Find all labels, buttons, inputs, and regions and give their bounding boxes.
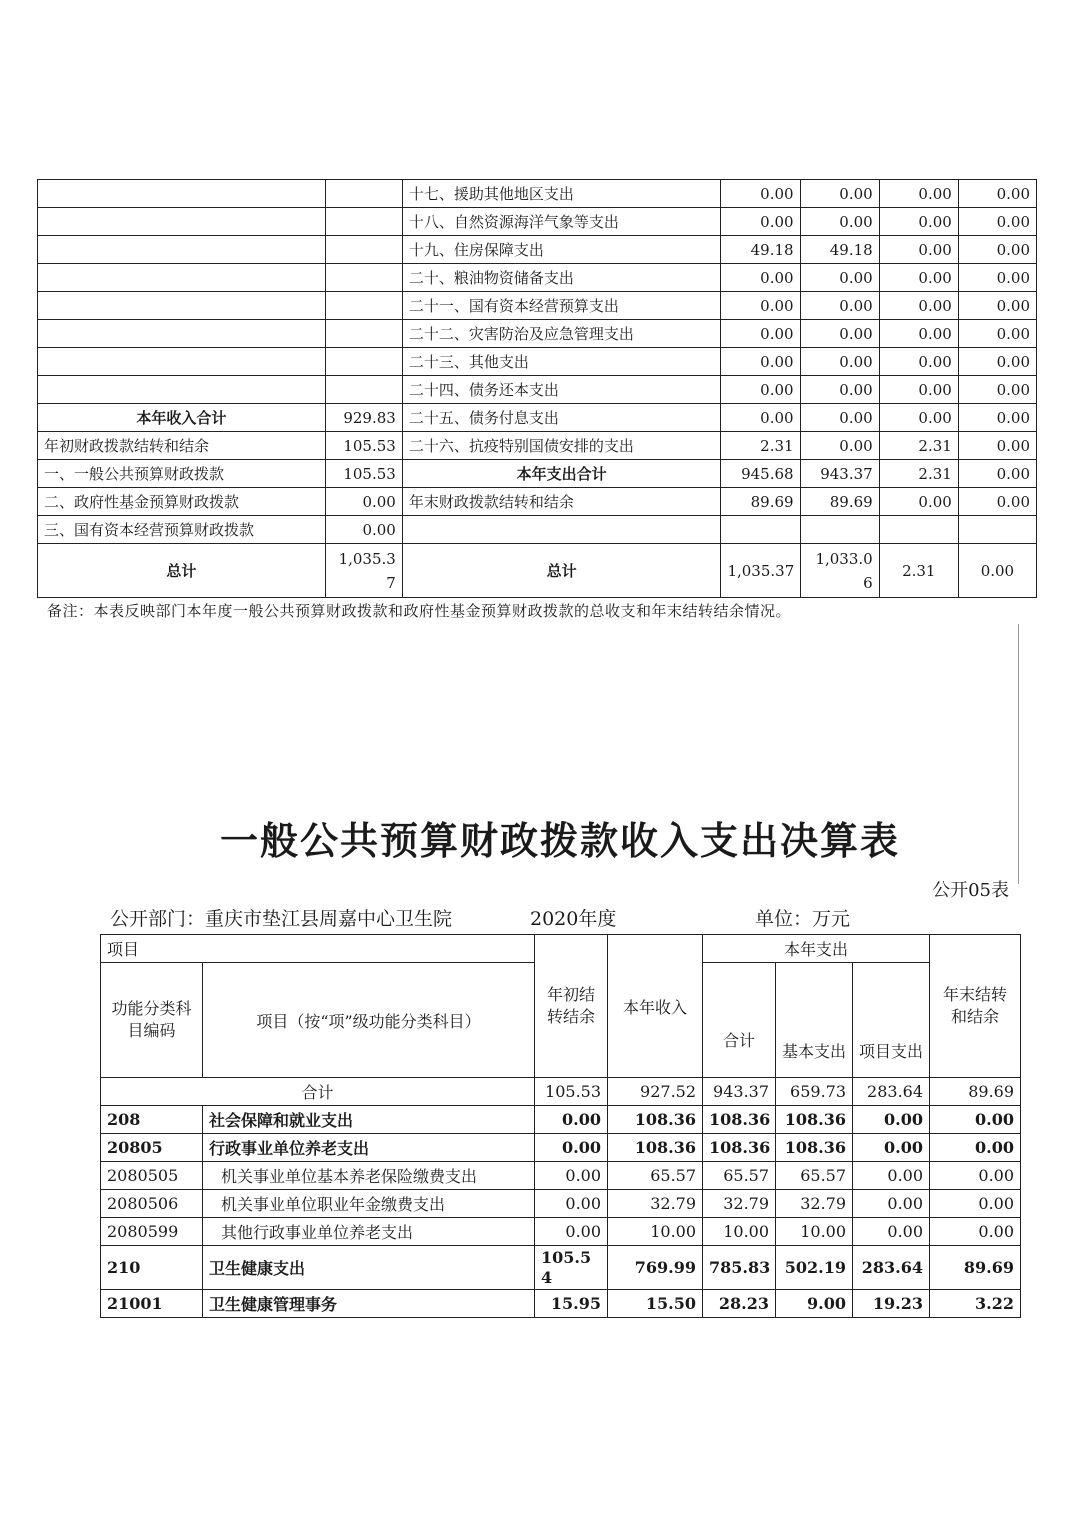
- income-item: 总计: [38, 544, 326, 598]
- expense-value: 0.00: [958, 180, 1036, 208]
- expense-value: 1,035.37: [721, 544, 800, 598]
- expense-value: 2.31: [721, 432, 800, 460]
- header-basic: 基本支出: [776, 963, 853, 1078]
- income-value: [325, 320, 402, 348]
- expense-value: 0.00: [800, 320, 879, 348]
- expense-value: 0.00: [958, 264, 1036, 292]
- sum-value: 659.73: [776, 1078, 853, 1106]
- subject-value: 502.19: [776, 1246, 853, 1290]
- expense-value: 89.69: [800, 488, 879, 516]
- table-row: [38, 488, 1037, 516]
- expense-item: 二十三、其他支出: [402, 348, 721, 376]
- subject-value: 0.00: [535, 1162, 608, 1190]
- subject-code: 20805: [101, 1134, 203, 1162]
- expense-value: 0.00: [879, 180, 958, 208]
- income-value: [325, 348, 402, 376]
- table-row: [101, 1290, 1021, 1318]
- expense-value: 89.69: [721, 488, 800, 516]
- expense-value: [879, 516, 958, 544]
- header-total: 合计: [703, 963, 776, 1078]
- subject-value: 3.22: [930, 1290, 1021, 1318]
- subject-name: 卫生健康管理事务: [203, 1290, 535, 1318]
- expense-item: 二十一、国有资本经营预算支出: [402, 292, 721, 320]
- table-row: [38, 376, 1037, 404]
- subject-name: 机关事业单位基本养老保险缴费支出: [203, 1162, 535, 1190]
- table-row: [101, 1162, 1021, 1190]
- subject-code: 2080599: [101, 1218, 203, 1246]
- expense-value: 0.00: [879, 208, 958, 236]
- sum-value: 283.64: [853, 1078, 930, 1106]
- income-item: 三、国有资本经营预算财政拨款: [38, 516, 326, 544]
- expense-value: 0.00: [800, 432, 879, 460]
- expense-value: 943.37: [800, 460, 879, 488]
- year-label: 2020年度: [530, 908, 617, 930]
- subject-name: 其他行政事业单位养老支出: [203, 1218, 535, 1246]
- expense-value: 0.00: [879, 488, 958, 516]
- expense-value: 0.00: [879, 264, 958, 292]
- expense-value: 0.00: [721, 292, 800, 320]
- table-code: 公开05表: [932, 880, 1009, 901]
- subject-value: 283.64: [853, 1246, 930, 1290]
- table-row: [101, 1106, 1021, 1134]
- expense-value: 49.18: [800, 236, 879, 264]
- income-item: 年初财政拨款结转和结余: [38, 432, 326, 460]
- expense-value: 0.00: [958, 320, 1036, 348]
- subject-value: 10.00: [776, 1218, 853, 1246]
- expense-value: [721, 516, 800, 544]
- expense-value: 0.00: [800, 404, 879, 432]
- expense-value: 0.00: [800, 376, 879, 404]
- table-row: [38, 236, 1037, 264]
- table-row: [101, 1134, 1021, 1162]
- income-value: 105.53: [325, 460, 402, 488]
- table-row: [38, 180, 1037, 208]
- subject-value: 65.57: [608, 1162, 703, 1190]
- income-value: 0.00: [325, 488, 402, 516]
- table-row: [38, 348, 1037, 376]
- table-row: [38, 544, 1037, 598]
- sum-value: 89.69: [930, 1078, 1021, 1106]
- expense-value: 0.00: [958, 432, 1036, 460]
- expense-item: [402, 516, 721, 544]
- expense-value: 49.18: [721, 236, 800, 264]
- subject-code: 21001: [101, 1290, 203, 1318]
- sum-value: 943.37: [703, 1078, 776, 1106]
- subject-value: 32.79: [776, 1190, 853, 1218]
- subject-code: 210: [101, 1246, 203, 1290]
- table-row: [38, 460, 1037, 488]
- subject-value: 0.00: [535, 1106, 608, 1134]
- expense-item: 十九、住房保障支出: [402, 236, 721, 264]
- table-row: [101, 1218, 1021, 1246]
- header-name: 项目（按“项”级功能分类科目）: [203, 963, 535, 1078]
- subject-value: 0.00: [535, 1190, 608, 1218]
- expense-value: 0.00: [721, 208, 800, 236]
- expense-item: 本年支出合计: [402, 460, 721, 488]
- unit-label: 单位：万元: [755, 908, 851, 930]
- subject-value: 0.00: [853, 1190, 930, 1218]
- subject-value: 108.36: [703, 1106, 776, 1134]
- subject-name: 卫生健康支出: [203, 1246, 535, 1290]
- expense-value: 2.31: [879, 460, 958, 488]
- subject-value: 769.99: [608, 1246, 703, 1290]
- income-item: [38, 292, 326, 320]
- subject-code: 2080505: [101, 1162, 203, 1190]
- subject-value: 0.00: [853, 1218, 930, 1246]
- sum-value: 927.52: [608, 1078, 703, 1106]
- department-label: 公开部门：重庆市垫江县周嘉中心卫生院: [110, 908, 453, 930]
- expense-value: 0.00: [721, 180, 800, 208]
- subject-value: 10.00: [608, 1218, 703, 1246]
- subject-value: 0.00: [930, 1134, 1021, 1162]
- expense-item: 二十五、债务付息支出: [402, 404, 721, 432]
- subject-value: 108.36: [776, 1134, 853, 1162]
- income-item: [38, 348, 326, 376]
- subject-value: 0.00: [535, 1134, 608, 1162]
- income-value: [325, 180, 402, 208]
- subject-value: 0.00: [930, 1190, 1021, 1218]
- expense-value: 0.00: [958, 292, 1036, 320]
- expense-value: 0.00: [879, 404, 958, 432]
- income-item: [38, 208, 326, 236]
- table-row: [38, 264, 1037, 292]
- subject-value: 10.00: [703, 1218, 776, 1246]
- subject-value: 785.83: [703, 1246, 776, 1290]
- header-code: 功能分类科目编码: [101, 963, 203, 1078]
- subject-value: 32.79: [703, 1190, 776, 1218]
- subject-value: 0.00: [853, 1106, 930, 1134]
- subject-value: 32.79: [608, 1190, 703, 1218]
- expense-value: 0.00: [721, 348, 800, 376]
- expense-value: 0.00: [721, 376, 800, 404]
- expense-value: 0.00: [879, 376, 958, 404]
- expense-value: 0.00: [958, 208, 1036, 236]
- income-value: [325, 208, 402, 236]
- income-value: [325, 236, 402, 264]
- table-note: 备注：本表反映部门本年度一般公共预算财政拨款和政府性基金预算财政拨款的总收支和年末结转结余情况。: [47, 602, 792, 620]
- expense-value: 0.00: [800, 208, 879, 236]
- income-value: 0.00: [325, 516, 402, 544]
- subject-value: 9.00: [776, 1290, 853, 1318]
- expense-value: 0.00: [800, 180, 879, 208]
- table-row: [101, 1246, 1021, 1290]
- header-item: 项目: [101, 935, 535, 963]
- budget-expenditure-table: [100, 934, 1021, 1318]
- subject-value: 105.54: [535, 1246, 608, 1290]
- table-row-sum: [101, 1078, 1021, 1106]
- subject-value: 108.36: [703, 1134, 776, 1162]
- sum-label: 合计: [101, 1078, 535, 1106]
- subject-name: 社会保障和就业支出: [203, 1106, 535, 1134]
- expense-item: 二十六、抗疫特别国债安排的支出: [402, 432, 721, 460]
- expense-value: 945.68: [721, 460, 800, 488]
- header-income: 本年收入: [608, 935, 703, 1078]
- table-row: [38, 432, 1037, 460]
- subject-name: 机关事业单位职业年金缴费支出: [203, 1190, 535, 1218]
- expense-item: 二十、粮油物资储备支出: [402, 264, 721, 292]
- subject-value: 0.00: [930, 1162, 1021, 1190]
- expense-value: 0.00: [958, 460, 1036, 488]
- income-value: 1,035.37: [325, 544, 402, 598]
- expense-value: 2.31: [879, 432, 958, 460]
- expense-value: 0.00: [721, 404, 800, 432]
- income-item: [38, 320, 326, 348]
- subject-value: 108.36: [608, 1106, 703, 1134]
- expense-value: 0.00: [958, 348, 1036, 376]
- subject-value: 108.36: [776, 1106, 853, 1134]
- subject-value: 28.23: [703, 1290, 776, 1318]
- header-begin: 年初结转结余: [535, 935, 608, 1078]
- income-item: [38, 264, 326, 292]
- expense-value: [958, 516, 1036, 544]
- expense-value: 2.31: [879, 544, 958, 598]
- table-row: [38, 320, 1037, 348]
- subject-value: 65.57: [703, 1162, 776, 1190]
- subject-value: 0.00: [535, 1218, 608, 1246]
- expense-item: 十八、自然资源海洋气象等支出: [402, 208, 721, 236]
- expense-value: 0.00: [800, 292, 879, 320]
- table-row: [38, 404, 1037, 432]
- sum-value: 105.53: [535, 1078, 608, 1106]
- expense-item: 二十四、债务还本支出: [402, 376, 721, 404]
- subject-value: 0.00: [853, 1162, 930, 1190]
- expense-value: 0.00: [958, 236, 1036, 264]
- expense-value: 0.00: [958, 404, 1036, 432]
- expense-value: 0.00: [879, 348, 958, 376]
- income-item: [38, 376, 326, 404]
- expense-value: 0.00: [958, 376, 1036, 404]
- expense-item: 年末财政拨款结转和结余: [402, 488, 721, 516]
- expense-item: 总计: [402, 544, 721, 598]
- subject-value: 0.00: [853, 1134, 930, 1162]
- subject-value: 19.23: [853, 1290, 930, 1318]
- income-item: 本年收入合计: [38, 404, 326, 432]
- income-value: 105.53: [325, 432, 402, 460]
- expense-value: 0.00: [800, 348, 879, 376]
- table-row: [38, 292, 1037, 320]
- subject-value: 0.00: [930, 1106, 1021, 1134]
- income-value: 929.83: [325, 404, 402, 432]
- subject-value: 0.00: [930, 1218, 1021, 1246]
- expense-value: 0.00: [958, 544, 1036, 598]
- expense-value: [800, 516, 879, 544]
- income-value: [325, 376, 402, 404]
- page-title: 一般公共预算财政拨款收入支出决算表: [219, 818, 900, 863]
- subject-value: 108.36: [608, 1134, 703, 1162]
- subject-code: 208: [101, 1106, 203, 1134]
- expense-value: 0.00: [800, 264, 879, 292]
- table-row: [101, 1190, 1021, 1218]
- income-value: [325, 264, 402, 292]
- expense-value: 0.00: [958, 488, 1036, 516]
- table-row: [38, 208, 1037, 236]
- income-item: [38, 236, 326, 264]
- table-row: [38, 516, 1037, 544]
- income-value: [325, 292, 402, 320]
- subject-value: 15.50: [608, 1290, 703, 1318]
- income-item: 一、一般公共预算财政拨款: [38, 460, 326, 488]
- expense-value: 0.00: [879, 236, 958, 264]
- header-expense: 本年支出: [703, 935, 930, 963]
- expense-value: 0.00: [879, 320, 958, 348]
- expense-value: 0.00: [721, 320, 800, 348]
- expense-item: 十七、援助其他地区支出: [402, 180, 721, 208]
- header-end: 年末结转和结余: [930, 935, 1021, 1078]
- income-item: 二、政府性基金预算财政拨款: [38, 488, 326, 516]
- income-item: [38, 180, 326, 208]
- subject-name: 行政事业单位养老支出: [203, 1134, 535, 1162]
- fiscal-summary-table: [37, 179, 1037, 598]
- subject-value: 65.57: [776, 1162, 853, 1190]
- expense-value: 1,033.06: [800, 544, 879, 598]
- subject-value: 15.95: [535, 1290, 608, 1318]
- subject-value: 89.69: [930, 1246, 1021, 1290]
- expense-value: 0.00: [721, 264, 800, 292]
- expense-value: 0.00: [879, 292, 958, 320]
- subject-code: 2080506: [101, 1190, 203, 1218]
- expense-item: 二十二、灾害防治及应急管理支出: [402, 320, 721, 348]
- header-project: 项目支出: [853, 963, 930, 1078]
